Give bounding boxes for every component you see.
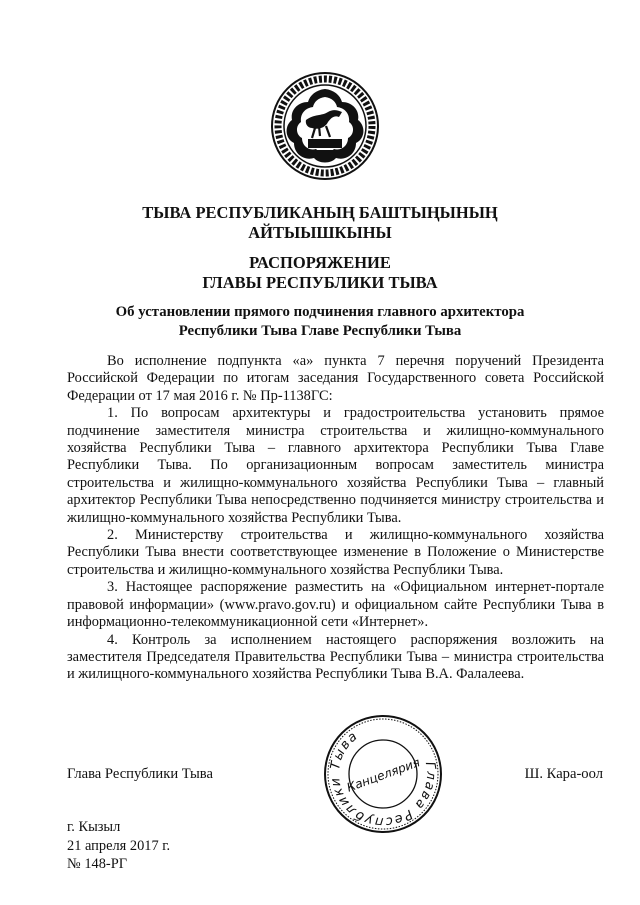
- header-line-3: РАСПОРЯЖЕНИЕ: [249, 253, 391, 272]
- document-title: [80, 303, 560, 341]
- signature-name: Ш. Кара-оол: [524, 766, 603, 782]
- title-line-1: Об установлении прямого подчинения главного архитектора: [115, 304, 525, 320]
- chancellery-stamp: [322, 713, 444, 835]
- footer-number: № 148-РГ: [67, 856, 128, 872]
- paragraph-preamble: Во исполнение подпункта «а» пункта 7 перечня поручений Президента Российской Федерации по итогам заседания Государственного совета Российской Федерации от 17 мая 2016 г. № Пр-1138ГС:: [67, 353, 604, 404]
- paragraph-item-4: 4. Контроль за исполнением настоящего распоряжения возложить на заместителя Председателя Правительства Республики Тыва – министра строительства и жилищного-коммунального хозяйства Республики Тыва В.А. Фалалеева.: [67, 631, 604, 683]
- signature-position: Глава Республики Тыва: [67, 766, 213, 782]
- coat-of-arms-emblem: [270, 62, 380, 190]
- document-footer: [67, 818, 170, 874]
- header-line-2: АЙТЫЫШКЫНЫ: [248, 223, 392, 242]
- document-body: [67, 353, 604, 684]
- header-line-4: ГЛАВЫ РЕСПУБЛИКИ ТЫВА: [202, 273, 438, 292]
- header-tuvan: [80, 203, 560, 243]
- emblem-icon: [270, 62, 380, 190]
- stamp-icon: [322, 713, 444, 835]
- footer-date: 21 апреля 2017 г.: [67, 837, 171, 854]
- stamp-outer-text: Глава Республики Тыва: [327, 728, 439, 830]
- paragraph-item-2: 2. Министерству строительства и жилищно-коммунального хозяйства Республики Тыва внести соответствующее изменение в Положение о Министерстве строительства и жилищно-коммунального хозяйства Республики Тыва.: [67, 527, 604, 578]
- paragraph-item-1: 1. По вопросам архитектуры и градостроительства установить прямое подчинение заместителя министра строительства и жилищно-коммунального хозяйства Республики Тыва – главного архитектора Республики Тыва Главе Республики Тыва. По организационным вопросам заместитель министра строительства и жилищно-коммунального хозяйства Республики Тыва – главный архитектор Республики Тыва непосредственно подчиняется министру строительства и жилищно-коммунального хозяйства Республики Тыва.: [67, 405, 604, 526]
- header-russian: [80, 253, 560, 293]
- header-line-1: ТЫВА РЕСПУБЛИКАНЫҢ БАШТЫҢЫНЫҢ: [142, 203, 498, 222]
- stamp-inner-text: Канцелярия: [344, 755, 422, 795]
- paragraph-item-3: 3. Настоящее распоряжение разместить на «Официальном интернет-портале правовой информации» (www.pravo.gov.ru) и официальном сайте Республики Тыва в информационно-телекоммуникационной сети «Интернет».: [67, 579, 604, 631]
- title-line-2: Республики Тыва Главе Республики Тыва: [178, 323, 462, 339]
- footer-city: г. Кызыл: [67, 819, 121, 835]
